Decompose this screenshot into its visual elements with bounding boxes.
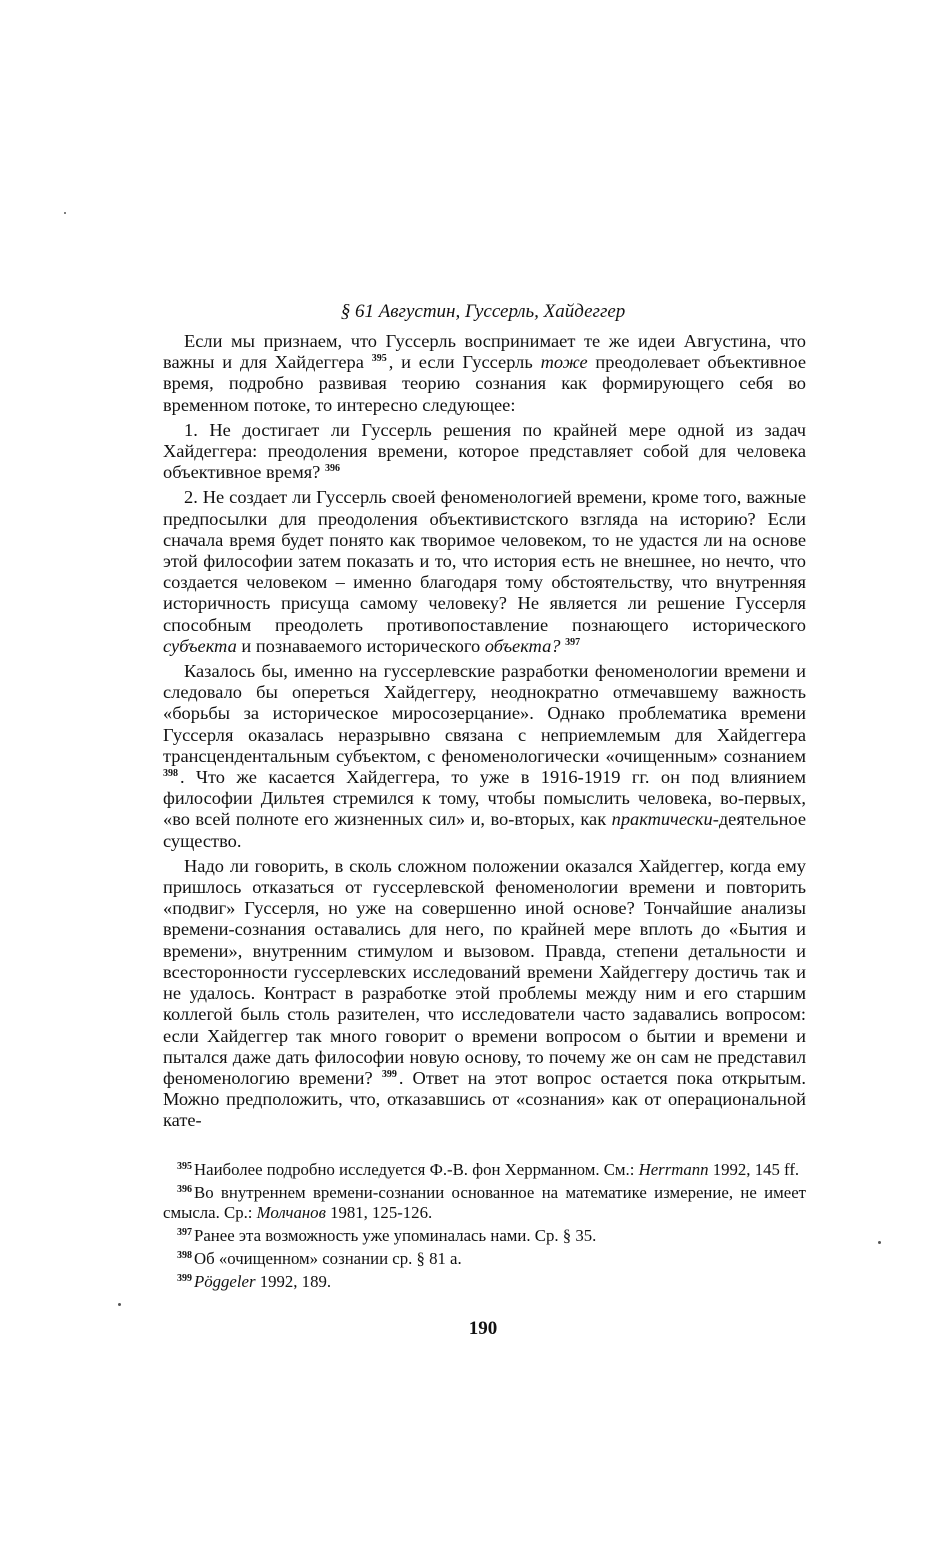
footnote-397: $^{397}$ Ранее эта возможность уже упоминалась нами. Ср. § 35. [177, 1226, 597, 1245]
scan-speck [878, 1241, 881, 1244]
paragraph-2: 1. Не достигает ли Гуссерль решения по крайней мере одной из задач Хайдеггера: преодоления времени, которое представляет собой для человека объективное время? $^{396}$ [163, 419, 806, 483]
footnote-number: 396 [177, 1184, 192, 1195]
page-number: 190 [468, 1318, 498, 1339]
footnote-398: $^{398}$ Об «очищенном» сознании ср. § 81 a. [177, 1249, 462, 1268]
paragraph-4: Казалось бы, именно на гуссерлевские разработки феноменологии времени и следовало бы опереться Хайдеггеру, неоднократно отмечавшему важность «борьбы за историческое миросозерцание». Однако проблематика времени Гуссерля оказалась неразрывно связана с неприемлемым для Хайдеггера трансцендентальным субъектом, с феноменологически «очищенным» сознанием $^{398}$ . Что же касается Хайдеггера, то уже в 1916-1919 гг. он под влиянием философии Дильтея стремился к тому, чтобы помыслить человека, во-первых, «во всей полноте его жизненных сил» и, во-вторых, как практически-деятельное существо. [163, 661, 806, 851]
scan-speck [64, 212, 66, 214]
emphasis: Молчанов [256, 1203, 326, 1222]
footnotes [163, 1160, 806, 1295]
section-heading: § 61 Августин, Гуссерль, Хайдеггер [340, 301, 626, 322]
footnote-number: 395 [177, 1161, 192, 1172]
footnote-ref-399[interactable]: 399 [381, 1068, 397, 1080]
emphasis: объекта? [484, 635, 561, 656]
footnote-396: $^{396}$ Во внутреннем времени-сознании основанное на математике измерение, не имеет смысла. Ср.: Молчанов 1981, 125-126. [163, 1183, 806, 1222]
paragraph-3: 2. Не создает ли Гуссерль своей феноменологией времени, кроме того, важные предпосылки для преодоления объективистского взгляда на историю? Если сначала время будет понято как творимое человеком, то не удастся ли на основе этой философии затем показать и то, что история есть не внешнее, но нечто, что создается человеком – именно благодаря тому обстоятельству, что внутренняя историчность присуща самому человеку? Не является ли решение Гуссерля способным преодолеть противопоставление познающего исторического субъекта и познаваемого исторического объекта? $^{397}$ [163, 487, 806, 656]
emphasis: практически [611, 809, 713, 830]
footnote-ref-398[interactable]: 398 [163, 768, 178, 780]
footnote-ref-397[interactable]: 397 [565, 636, 581, 648]
emphasis: Herrmann [638, 1160, 709, 1179]
footnote-ref-395[interactable]: 395 [371, 353, 387, 365]
emphasis: тоже [540, 352, 588, 373]
body-text [163, 331, 806, 1132]
footnote-number: 399 [177, 1273, 192, 1284]
footnote-number: 398 [177, 1250, 192, 1261]
paragraph-1: Если мы признаем, что Гуссерль воспринимает те же идеи Августина, что важны и для Хайдеггера $^{395}$ , и если Гуссерль тоже преодолевает объективное время, подробно развивая теорию сознания как формирующего себя во временном потоке, то интересно следующее: [163, 331, 806, 415]
scan-speck [118, 1303, 121, 1306]
paragraph-5: Надо ли говорить, в сколь сложном положении оказался Хайдеггер, когда ему пришлось отказаться от гуссерлевской феноменологии времени и повторить «подвиг» Гуссерля, но уже на совершенно иной основе? Тончайшие анализы времени-сознания оставались для него, по крайней мере вплоть до «Бытия и времени», внутренним стимулом и вызовом. Правда, степени детальности и всесторонности гуссерлевских исследований времени Хайдеггеру достичь так и не удалось. Контраст в разработке этой проблемы между ним и его старшим коллегой быль столь разителен, что исследователи часто задавались вопросом: если Хайдеггер так много говорит о времени вопросом о бытии и времени и пытался даже дать философии новую основу, то почему же он сам не представил феноменологию времени? $^{399}$ . Ответ на этот вопрос остается пока открытым. Можно предположить, что, отказавшись от «сознания» как от операциональной кате- [163, 855, 806, 1131]
footnote-399: $^{399}$ Pöggeler 1992, 189. [177, 1272, 332, 1291]
emphasis: субъекта [163, 635, 237, 656]
footnote-395: $^{395}$ Наиболее подробно исследуется Ф.-В. фон Херрманном. См.: Herrmann 1992, 145 ff. [177, 1160, 800, 1179]
footnote-ref-396[interactable]: 396 [324, 463, 340, 475]
footnote-number: 397 [177, 1227, 192, 1238]
emphasis: Pöggeler [194, 1272, 256, 1291]
